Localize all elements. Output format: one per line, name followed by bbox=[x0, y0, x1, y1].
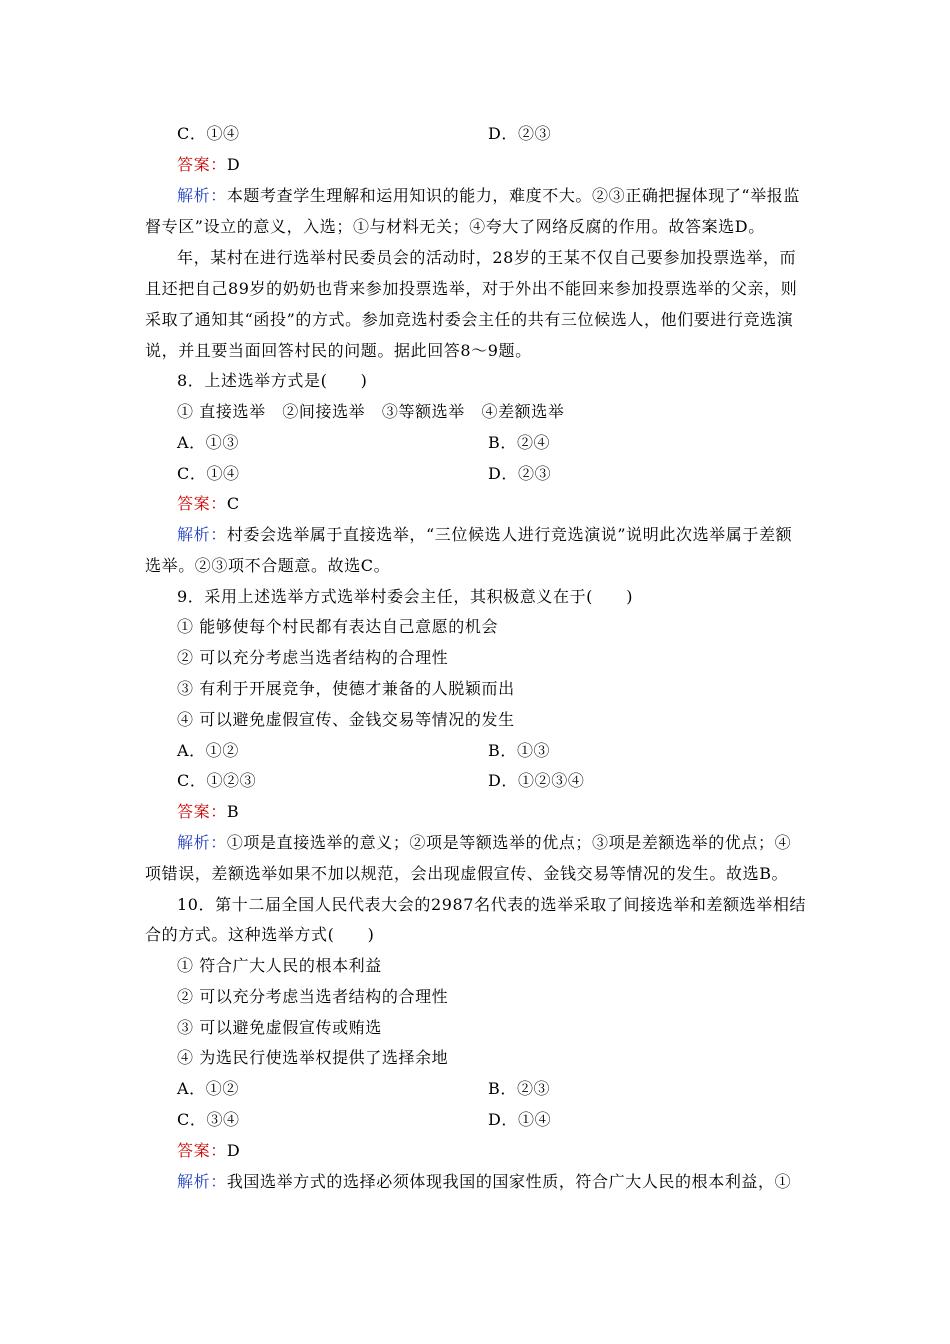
answer-value: D bbox=[226, 1141, 241, 1160]
q9-item1: ① 能够使每个村民都有表达自己意愿的机会 bbox=[177, 617, 499, 636]
explanation-label: 解析： bbox=[177, 1172, 227, 1191]
q9-explanation-line2: 项错误，差额选举如果不加以规范，会出现虚假宣传、金钱交易等情况的发生。故选B。 bbox=[145, 864, 789, 883]
q8-stem: 8．上述选举方式是( ) bbox=[177, 371, 368, 390]
explanation-text: 本题考查学生理解和运用知识的能力，难度不大。②③正确把握体现了“举报监 bbox=[226, 186, 800, 205]
q10-item1: ① 符合广大人民的根本利益 bbox=[177, 956, 382, 975]
q9-item4: ④ 可以避免虚假宣传、金钱交易等情况的发生 bbox=[177, 710, 515, 729]
q8-option-a: A．①③ bbox=[177, 433, 239, 452]
answer-value: C bbox=[226, 494, 240, 513]
q10-option-b: B．②③ bbox=[488, 1079, 551, 1098]
q9-item2: ② 可以充分考虑当选者结构的合理性 bbox=[177, 648, 449, 667]
explanation-label: 解析： bbox=[177, 525, 227, 544]
q10-item3: ③ 可以避免虚假宣传或贿选 bbox=[177, 1018, 382, 1037]
q9-item3: ③ 有利于开展竞争，使德才兼备的人脱颖而出 bbox=[177, 679, 515, 698]
explanation-text: 我国选举方式的选择必须体现我国的国家性质，符合广大人民的根本利益，① bbox=[226, 1172, 792, 1191]
q9-answer bbox=[177, 802, 239, 822]
answer-label: 答案： bbox=[177, 494, 227, 513]
material-line1: 年，某村在进行选举村民委员会的活动时，28岁的王某不仅自己要参加投票选举，而 bbox=[177, 248, 797, 267]
material-line3: 采取了通知其“函投”的方式。参加竞选村委会主任的共有三位候选人，他们要进行竞选演 bbox=[145, 310, 794, 329]
q10-option-a: A．①② bbox=[177, 1079, 239, 1098]
q10-answer bbox=[177, 1141, 240, 1161]
q7-option-d: D．②③ bbox=[488, 124, 552, 143]
q10-item4: ④ 为选民行使选举权提供了选择余地 bbox=[177, 1048, 449, 1067]
answer-label: 答案： bbox=[177, 1141, 227, 1160]
q10-stem-line2: 合的方式。这种选举方式( ) bbox=[145, 925, 375, 944]
explanation-label: 解析： bbox=[177, 833, 227, 852]
q10-option-d: D．①④ bbox=[488, 1110, 552, 1129]
explanation-text: ①项是直接选举的意义；②项是等额选举的优点；③项是差额选举的优点；④ bbox=[226, 833, 792, 852]
material-line4: 说，并且要当面回答村民的问题。据此回答8～9题。 bbox=[145, 341, 532, 360]
q10-item2: ② 可以充分考虑当选者结构的合理性 bbox=[177, 987, 449, 1006]
q9-option-c: C．①②③ bbox=[177, 771, 257, 790]
q9-option-b: B．①③ bbox=[488, 741, 551, 760]
q9-option-a: A．①② bbox=[177, 741, 239, 760]
q9-stem: 9．采用上述选举方式选举村委会主任，其积极意义在于( ) bbox=[177, 587, 634, 606]
explanation-text: 村委会选举属于直接选举，“三位候选人进行竞选演说”说明此次选举属于差额 bbox=[226, 525, 793, 544]
q10-explanation-line1 bbox=[177, 1172, 791, 1192]
q10-option-c: C．③④ bbox=[177, 1110, 240, 1129]
q8-explanation-line1 bbox=[177, 525, 792, 545]
answer-label: 答案： bbox=[177, 802, 227, 821]
q8-option-c: C．①④ bbox=[177, 464, 240, 483]
explanation-label: 解析： bbox=[177, 186, 227, 205]
q9-explanation-line1 bbox=[177, 833, 791, 853]
material-line2: 且还把自己89岁的奶奶也背来参加投票选举，对于外出不能回来参加投票选举的父亲，则 bbox=[145, 279, 798, 298]
q7-option-c: C．①④ bbox=[177, 124, 240, 143]
q8-option-d: D．②③ bbox=[488, 464, 552, 483]
q7-explanation-line1 bbox=[177, 186, 800, 206]
q7-explanation-line2: 督专区”设立的意义，入选；①与材料无关；④夸大了网络反腐的作用。故答案选D。 bbox=[145, 217, 765, 236]
q7-answer bbox=[177, 155, 240, 175]
q9-option-d: D．①②③④ bbox=[488, 771, 585, 790]
q8-items: ① 直接选举 ②间接选举 ③等额选举 ④差额选举 bbox=[177, 402, 565, 421]
q8-answer bbox=[177, 494, 240, 514]
answer-value: D bbox=[226, 155, 241, 174]
q10-stem-line1: 10．第十二届全国人民代表大会的2987名代表的选举采取了间接选举和差额选举相结 bbox=[177, 895, 807, 914]
q8-option-b: B．②④ bbox=[488, 433, 551, 452]
answer-value: B bbox=[226, 802, 240, 821]
answer-label: 答案： bbox=[177, 155, 227, 174]
q8-explanation-line2: 选举。②③项不合题意。故选C。 bbox=[145, 556, 391, 575]
